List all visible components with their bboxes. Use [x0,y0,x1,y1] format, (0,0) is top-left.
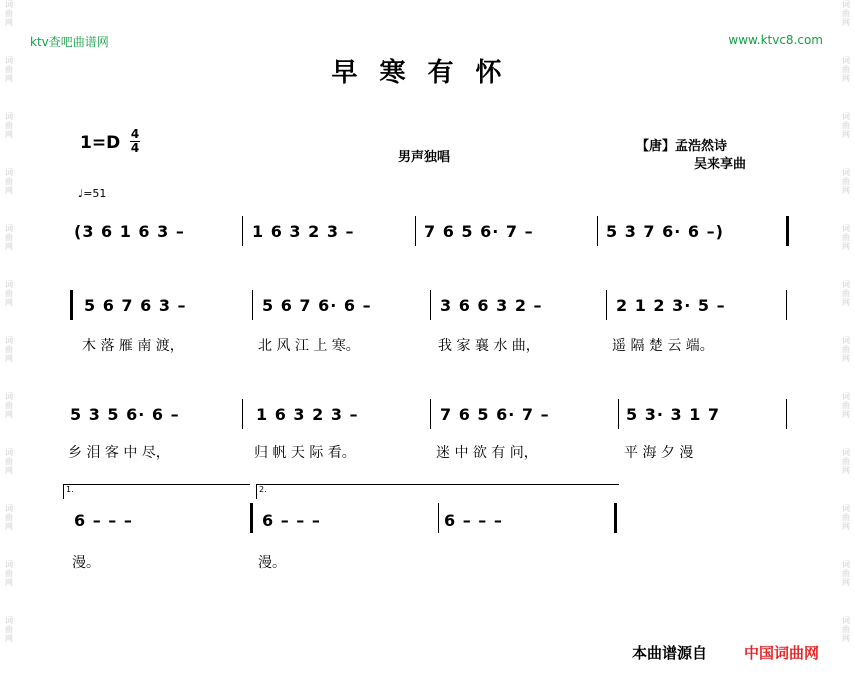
tempo-marking: ♩=51 [78,187,107,200]
lyric: 漫。 [258,555,286,571]
lyric: 木 落 雁 南 渡， [82,338,184,354]
watermark-right: www.ktvc8.com [728,33,823,47]
time-sig-bottom: 4 [130,141,140,155]
lyric: 乡 泪 客 中 尽， [68,445,170,461]
second-ending-notes: 6 – – – [262,511,321,530]
measure: (3 6 1 6 3 – [74,222,185,241]
measure: 7 6 5 6· 7 – [424,222,534,241]
measure: 2 1 2 3· 5 – [616,296,726,315]
first-ending-notes: 6 – – – [74,511,133,530]
right-watermark-column: 词 曲 网 词 曲 网 词 曲 网 词 曲 网 词 曲 网 词 曲 网 词 曲 网 词 曲 网 词 曲 网 词 曲 网 词 曲 网 词 曲 网 [842,0,850,643]
composer-credit: 吴来享曲 [694,157,747,172]
lyric: 平 海 夕 漫 [624,445,694,461]
measure: 5 6 7 6· 6 – [262,296,372,315]
lyric: 遥 隔 楚 云 端。 [612,338,714,354]
measure: 1 6 3 2 3 – [256,405,359,424]
watermark-left: ktv查吧曲谱网 [30,35,109,49]
measure: 5 3· 3 1 7 [626,405,721,424]
lyric: 迷 中 欲 有 问， [436,445,538,461]
second-ending-bracket: 2. [256,484,619,499]
lyric: 漫。 [72,555,100,571]
source-label: 本曲谱源自 [631,644,707,662]
source-site-link[interactable]: 中国词曲网 [743,644,819,662]
time-sig-top: 4 [130,127,140,141]
measure: 5 3 7 6· 6 –) [606,222,724,241]
lyric: 归 帆 天 际 看。 [254,445,356,461]
measure: 3 6 6 3 2 – [440,296,543,315]
measure: 5 6 7 6 3 – [84,296,187,315]
lyric: 北 风 江 上 寒。 [258,338,360,354]
second-ending-notes: 6 – – – [444,511,503,530]
left-watermark-column: 词 曲 网 词 曲 网 词 曲 网 词 曲 网 词 曲 网 词 曲 网 词 曲 网 词 曲 网 词 曲 网 词 曲 网 词 曲 网 词 曲 网 [5,0,13,643]
song-title: 早寒有怀 [331,58,524,88]
measure: 1 6 3 2 3 – [252,222,355,241]
measure: 7 6 5 6· 7 – [440,405,550,424]
first-ending-bracket: 1. [63,484,250,499]
performance-type: 男声独唱 [398,150,451,165]
time-signature [130,128,140,155]
key-signature: 1=D [80,133,121,153]
measure: 5 3 5 6· 6 – [70,405,180,424]
lyricist-credit: 【唐】孟浩然诗 [636,139,728,154]
lyric: 我 家 襄 水 曲， [438,338,540,354]
